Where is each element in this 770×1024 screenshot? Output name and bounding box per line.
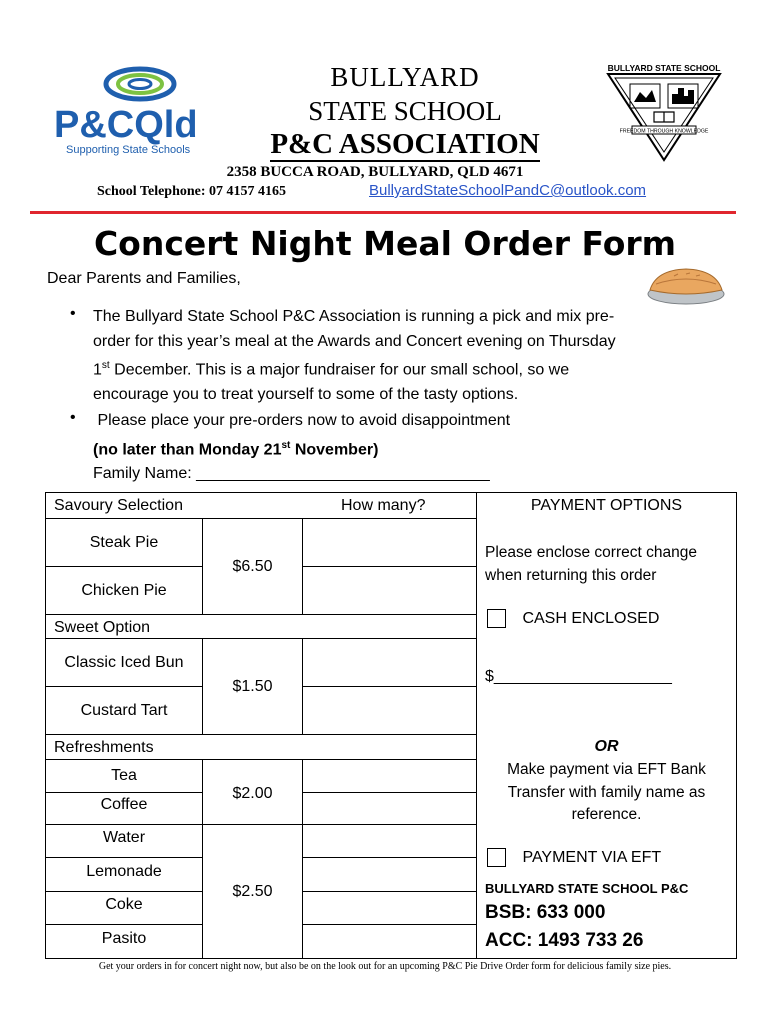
eft-option	[487, 848, 661, 867]
table-border-bottom	[45, 958, 737, 959]
qty-steak-pie[interactable]	[303, 519, 476, 566]
price-savoury: $6.50	[232, 558, 273, 575]
item-custard-tart: Custard Tart	[80, 702, 168, 719]
payment-note-1: Please enclose correct change	[485, 544, 697, 561]
how-many-header: How many?	[341, 497, 426, 514]
preorder-paragraph	[93, 409, 733, 487]
intro-line-3-text: December. This is a major fundraiser for our small school, so we	[109, 361, 570, 379]
eft-label: PAYMENT VIA EFT	[522, 848, 662, 866]
cash-checkbox[interactable]	[487, 609, 506, 628]
deadline-suffix: st	[281, 439, 291, 451]
crest-motto: FREEDOM THROUGH KNOWLEDGE	[619, 128, 709, 135]
qty-lemonade[interactable]	[303, 858, 476, 891]
logo-main-text: P&CQld	[54, 104, 198, 146]
refresh-header: Refreshments	[54, 739, 154, 756]
eft-checkbox[interactable]	[487, 848, 506, 867]
item-steak-pie: Steak Pie	[89, 534, 159, 551]
item-tea: Tea	[111, 767, 137, 784]
intro-line-3	[93, 354, 733, 383]
row-line	[45, 792, 202, 793]
table-border-right	[736, 492, 737, 959]
bullet-marker-1: •	[70, 305, 76, 322]
bsb-number: BSB: 633 000	[485, 902, 606, 923]
header-divider	[30, 211, 736, 214]
intro-line-1: The Bullyard State School P&C Association is running a pick and mix pre-	[93, 308, 615, 325]
logo-tagline: Supporting State Schools	[66, 144, 191, 156]
qty-water[interactable]	[303, 825, 476, 857]
savoury-header: Savoury Selection	[54, 497, 183, 514]
item-iced-bun: Classic Iced Bun	[64, 654, 184, 671]
school-name-line1: BULLYARD	[330, 62, 480, 92]
school-phone: School Telephone: 07 4157 4165	[97, 184, 287, 199]
crest-top-text: BULLYARD STATE SCHOOL	[607, 63, 721, 73]
date-number: 1	[93, 361, 102, 379]
row-line	[45, 614, 476, 615]
row-line	[45, 566, 202, 567]
price-cold-drinks: $2.50	[232, 883, 273, 900]
deadline-text: (no later than Monday 21	[93, 440, 282, 458]
greeting: Dear Parents and Families,	[47, 270, 241, 287]
item-lemonade: Lemonade	[86, 863, 162, 880]
email-link[interactable]: BullyardStateSchoolPandC@outlook.com	[369, 182, 647, 199]
qty-tea[interactable]	[303, 760, 476, 792]
eft-text-2: Transfer with family name as	[507, 784, 706, 801]
intro-line-4: encourage you to treat yourself to some of the tasty options.	[93, 385, 519, 403]
qty-custard-tart[interactable]	[303, 687, 476, 734]
account-name: BULLYARD STATE SCHOOL P&C	[485, 881, 689, 896]
qty-chicken-pie[interactable]	[303, 567, 476, 614]
payment-header: PAYMENT OPTIONS	[530, 497, 683, 514]
pc-qld-logo	[50, 62, 220, 158]
form-title: Concert Night Meal Order Form	[93, 224, 677, 263]
qty-iced-bun[interactable]	[303, 639, 476, 686]
table-border-top	[45, 492, 737, 493]
sweet-header: Sweet Option	[54, 619, 151, 636]
row-line	[45, 734, 476, 735]
family-name-field[interactable]: Family Name: _________________________________	[93, 465, 490, 483]
school-crest	[604, 62, 724, 162]
qty-coke[interactable]	[303, 892, 476, 924]
date-suffix: st	[101, 360, 110, 371]
item-coke: Coke	[105, 896, 143, 913]
footer-note: Get your orders in for concert night now, but also be on the look out for an upcoming P&C Pie Drive Order form for delicious family size pies.	[98, 961, 672, 972]
intro-paragraph	[93, 305, 733, 407]
account-number: ACC: 1493 733 26	[485, 930, 644, 951]
preorder-line: Please place your pre-orders now to avoid disappointment	[93, 412, 511, 429]
row-line	[45, 857, 202, 858]
item-pasito: Pasito	[101, 930, 147, 947]
row-line	[45, 686, 202, 687]
association-label: P&C ASSOCIATION	[270, 128, 540, 160]
eft-text-1: Make payment via EFT Bank	[507, 761, 706, 778]
cash-option	[487, 609, 659, 628]
amount-field[interactable]: $____________________	[485, 668, 672, 685]
item-chicken-pie: Chicken Pie	[81, 582, 167, 599]
payment-divider	[476, 492, 477, 959]
intro-line-2: order for this year’s meal at the Awards and Concert evening on Thursday	[93, 332, 616, 350]
pie-image	[646, 264, 726, 308]
school-name-line2: STATE SCHOOL	[308, 96, 502, 126]
deadline-month: November)	[290, 440, 379, 458]
or-label: OR	[594, 738, 619, 755]
qty-pasito[interactable]	[303, 925, 476, 958]
bullet-marker-2: •	[70, 409, 76, 426]
price-hot-drinks: $2.00	[232, 785, 273, 802]
school-address: 2358 BUCCA ROAD, BULLYARD, QLD 4671	[226, 164, 524, 180]
row-line	[45, 924, 202, 925]
eft-text-3: reference.	[571, 806, 642, 823]
item-coffee: Coffee	[100, 796, 148, 813]
deadline-line	[93, 434, 733, 463]
item-water: Water	[102, 829, 146, 846]
row-line	[45, 891, 202, 892]
qty-coffee[interactable]	[303, 793, 476, 824]
table-border-left	[45, 492, 46, 959]
cash-label: CASH ENCLOSED	[522, 609, 660, 627]
association-name	[250, 128, 560, 161]
price-sweet: $1.50	[232, 678, 273, 695]
payment-note-2: when returning this order	[485, 567, 657, 584]
